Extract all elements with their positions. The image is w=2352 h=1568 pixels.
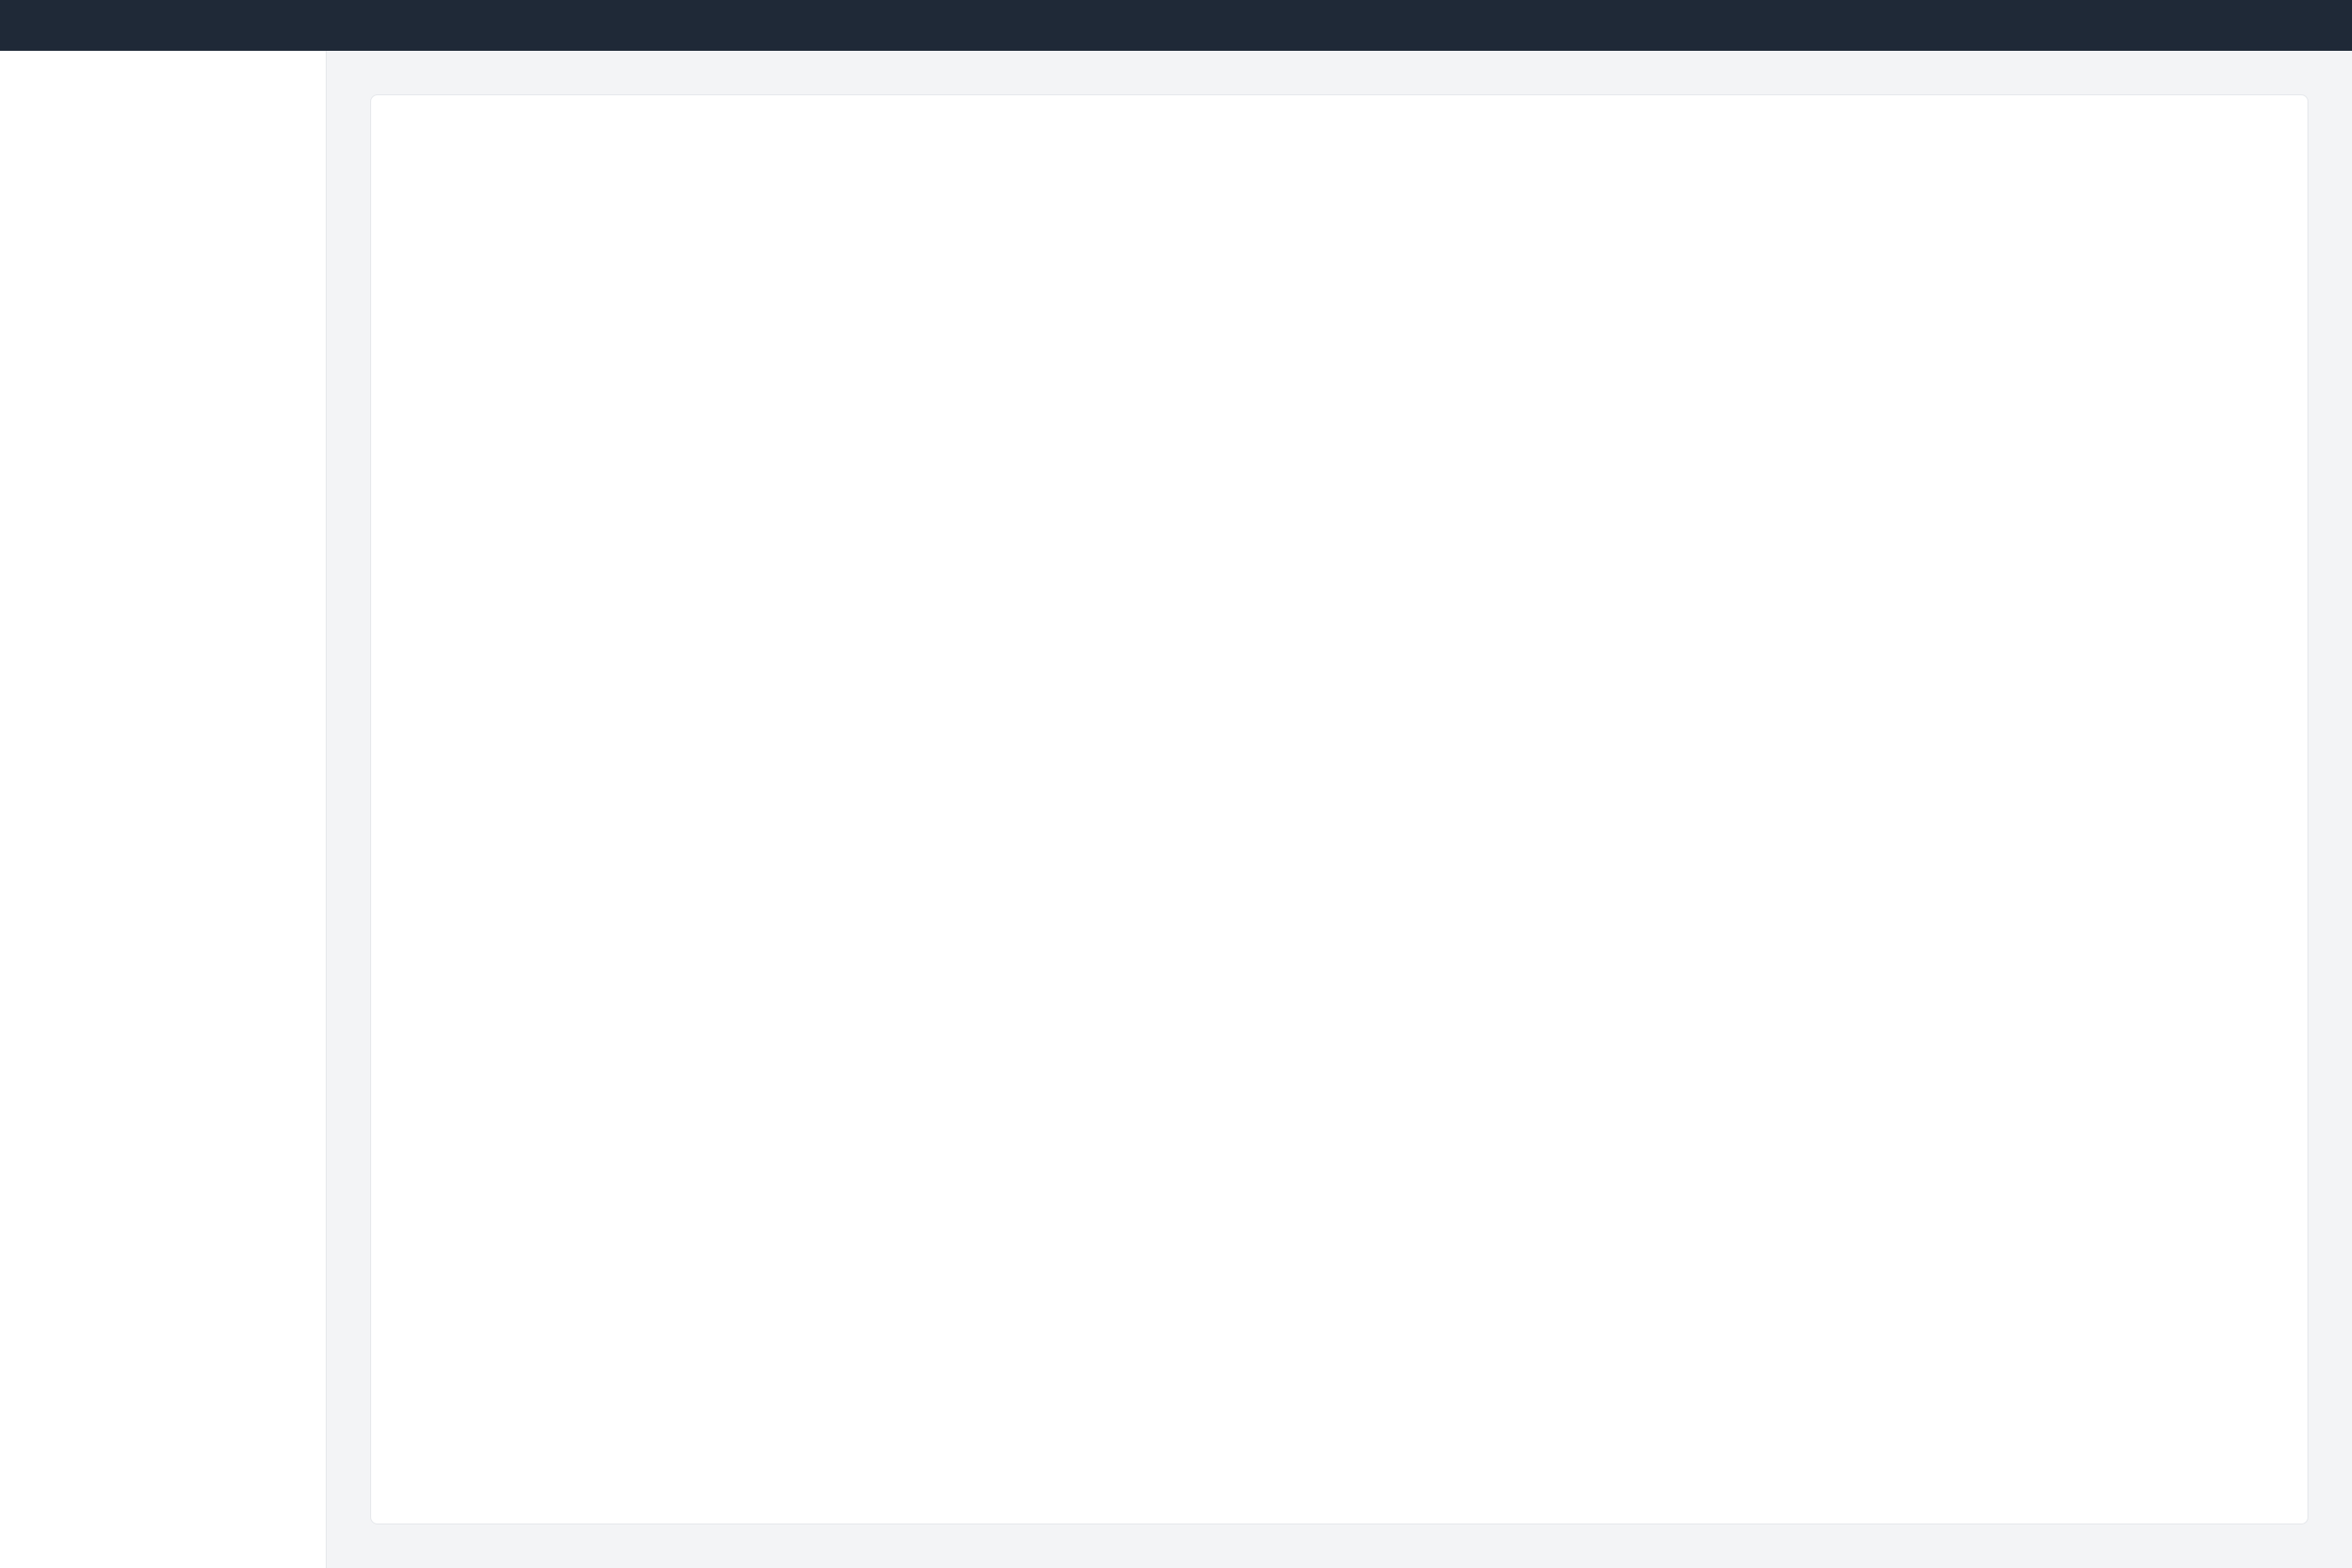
main-content xyxy=(327,51,2352,1568)
sidebar xyxy=(0,51,327,1568)
app-layout xyxy=(0,51,2352,1568)
content-panel xyxy=(370,94,2308,1524)
title-bar xyxy=(0,0,2352,51)
